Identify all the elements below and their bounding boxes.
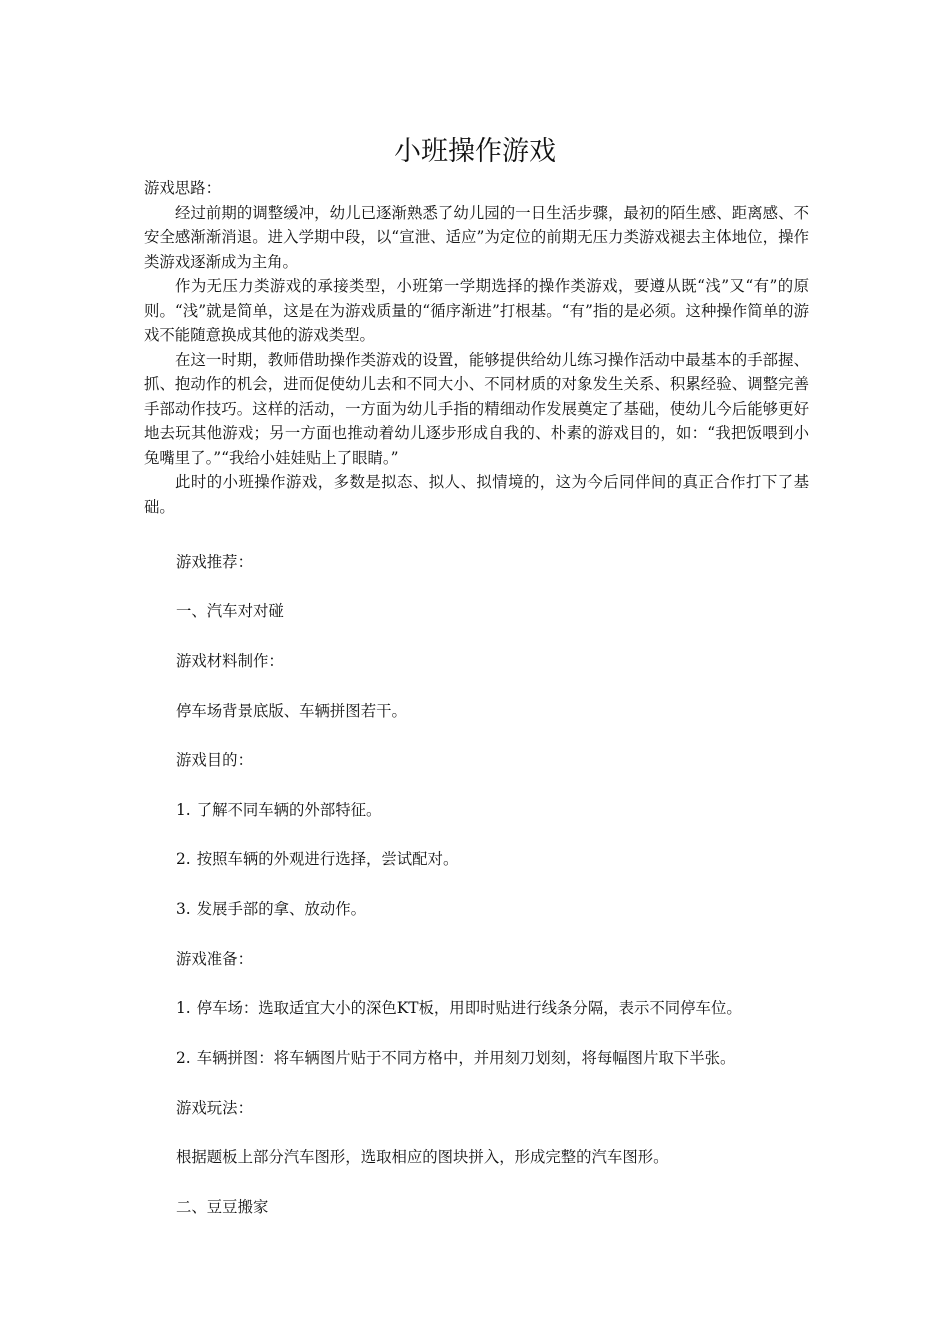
goals-heading: 游戏目的： (176, 751, 253, 769)
prep-item (176, 1046, 735, 1070)
prep-number: 1. (176, 999, 191, 1017)
goal-item (176, 897, 366, 921)
recommend-heading: 游戏推荐： (176, 553, 253, 571)
document-title: 小班操作游戏 (394, 136, 556, 167)
intro-section (144, 176, 809, 519)
prep-number: 2. (176, 1049, 191, 1067)
prep-text: 停车场：选取适宜大小的深色KT板，用即时贴进行线条分隔，表示不同停车位。 (196, 999, 742, 1017)
goal-number: 2. (176, 850, 191, 868)
goal-text: 了解不同车辆的外部特征。 (196, 801, 382, 819)
materials-text: 停车场背景底版、车辆拼图若干。 (176, 702, 407, 720)
play-text: 根据题板上部分汽车图形，选取相应的图块拼入，形成完整的汽车图形。 (176, 1148, 669, 1166)
goal-text: 发展手部的拿、放动作。 (196, 900, 366, 918)
materials-heading: 游戏材料制作： (176, 652, 284, 670)
intro-paragraph: 经过前期的调整缓冲，幼儿已逐渐熟悉了幼儿园的一日生活步骤，最初的陌生感、距离感、不安全感渐渐消退。进入学期中段，以“宣泄、适应”为定位的前期无压力类游戏褪去主体地位，操作类游戏逐渐成为主角。 (144, 203, 809, 271)
intro-paragraph: 此时的小班操作游戏，多数是拟态、拟人、拟情境的，这为今后同伴间的真正合作打下了基础。 (144, 473, 809, 516)
intro-paragraph: 作为无压力类游戏的承接类型，小班第一学期选择的操作类游戏，要遵从既“浅”又“有”的原则。“浅”就是简单，这是在为游戏质量的“循序渐进”打根基。“有”指的是必须。这种操作简单的游戏不能随意换成其他的游戏类型。 (144, 277, 809, 344)
goal-text: 按照车辆的外观进行选择，尝试配对。 (196, 850, 459, 868)
goal-number: 3. (176, 900, 191, 918)
play-heading: 游戏玩法： (176, 1099, 253, 1117)
prep-item (176, 996, 742, 1020)
intro-paragraph: 在这一时期，教师借助操作类游戏的设置，能够提供给幼儿练习操作活动中最基本的手部握、抓、抱动作的机会，进而促使幼儿去和不同大小、不同材质的对象发生关系、积累经验、调整完善手部动作技巧。这样的活动，一方面为幼儿手指的精细动作发展奠定了基础，使幼儿今后能够更好地去玩其他游戏；另一方面也推动着幼儿逐步形成自我的、朴素的游戏目的，如：“我把饭喂到小兔嘴里了。”“我给小娃娃贴上了眼睛。” (144, 350, 809, 467)
goal-item (176, 798, 381, 822)
game1-title: 一、汽车对对碰 (176, 602, 284, 620)
prep-heading: 游戏准备： (176, 950, 253, 968)
prep-text: 车辆拼图：将车辆图片贴于不同方格中，并用刻刀划刻，将每幅图片取下半张。 (196, 1049, 736, 1067)
game2-title: 二、豆豆搬家 (176, 1198, 269, 1216)
goal-number: 1. (176, 801, 191, 819)
intro-heading: 游戏思路： (144, 179, 221, 197)
goal-item (176, 847, 458, 871)
